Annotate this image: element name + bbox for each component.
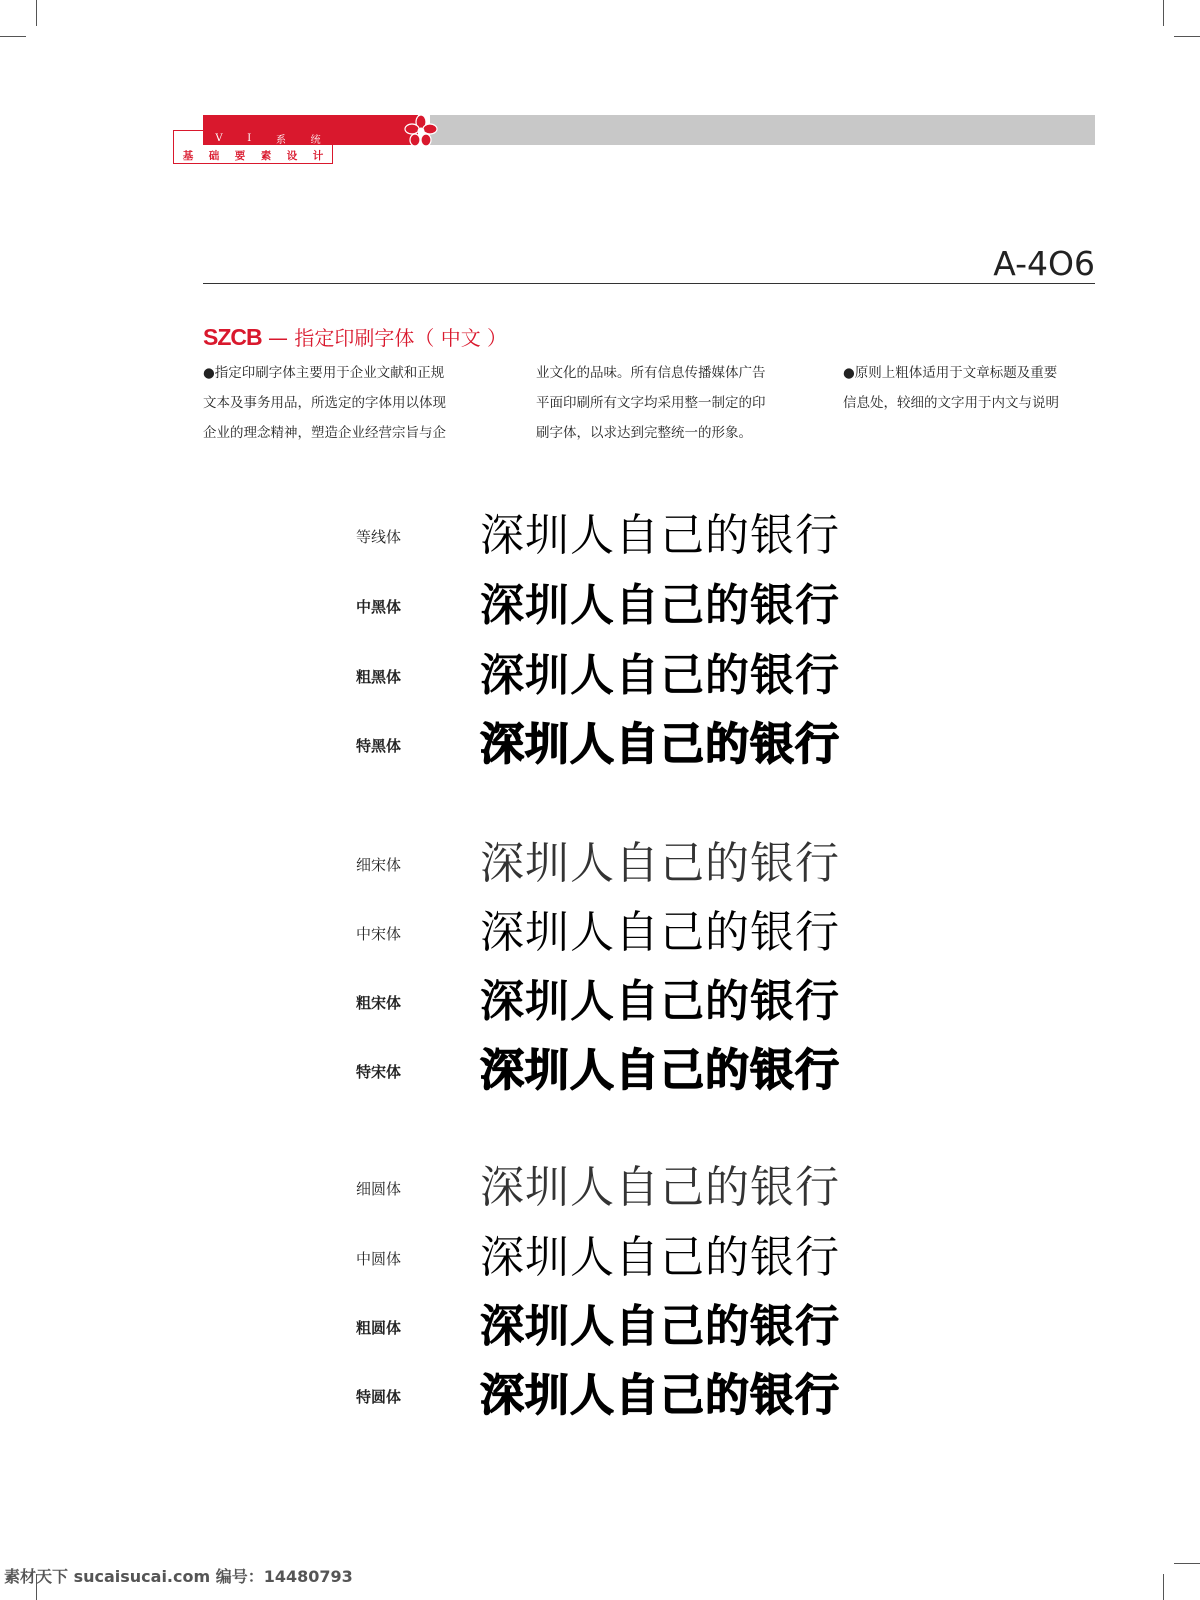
description-line: 企业的理念精神，塑造企业经营宗旨与企 <box>203 425 446 441</box>
font-label: 特圆体 <box>356 1388 402 1406</box>
font-label: 细圆体 <box>356 1180 402 1198</box>
font-sample: 深圳人自己的银行 <box>480 1045 840 1096</box>
font-label: 细宋体 <box>356 856 402 874</box>
description-line: ●指定印刷字体主要用于企业文献和正规 <box>203 365 445 381</box>
tag-char: 设 <box>286 149 298 162</box>
tag-char: 素 <box>260 149 272 162</box>
font-sample: 深圳人自己的银行 <box>480 1301 840 1352</box>
crop-mark <box>0 36 26 37</box>
description-line: 平面印刷所有文字均采用整一制定的印 <box>536 395 766 411</box>
tag-char: 基 <box>182 149 194 162</box>
tag-char: V <box>215 132 223 144</box>
description-col-2 <box>536 358 766 448</box>
tag-char: 要 <box>234 149 246 162</box>
tag-char: 础 <box>208 149 220 162</box>
crop-mark <box>1174 1563 1200 1564</box>
font-sample: 深圳人自己的银行 <box>480 650 840 701</box>
font-row-cusong <box>0 972 1200 1032</box>
page-code: A-4O6 <box>993 244 1095 283</box>
font-sample: 深圳人自己的银行 <box>480 1370 840 1421</box>
font-label: 粗黑体 <box>356 668 402 686</box>
brand-name: SZCB <box>203 324 262 350</box>
font-row-xiyuan <box>0 1158 1200 1218</box>
description-col-3 <box>843 358 1059 418</box>
crop-mark <box>1174 36 1200 37</box>
font-sample: 深圳人自己的银行 <box>480 976 840 1027</box>
font-sample: 深圳人自己的银行 <box>480 907 840 958</box>
description-line: 信息处，较细的文字用于内文与说明 <box>843 395 1059 411</box>
description-line: ●原则上粗体适用于文章标题及重要 <box>843 365 1058 381</box>
description-line: 文本及事务用品，所选定的字体用以体现 <box>203 395 446 411</box>
font-row-cuyuan <box>0 1297 1200 1357</box>
font-sample: 深圳人自己的银行 <box>480 1162 840 1213</box>
tag-char: 统 <box>310 134 321 146</box>
crop-mark <box>36 0 37 26</box>
font-row-teyuan <box>0 1366 1200 1426</box>
description-col-1 <box>203 358 446 448</box>
font-row-xisong <box>0 834 1200 894</box>
crop-mark <box>1163 1574 1164 1600</box>
font-label: 等线体 <box>356 528 402 546</box>
font-row-zhonghei <box>0 576 1200 636</box>
font-sample: 深圳人自己的银行 <box>480 1232 840 1283</box>
flower-logo-icon <box>404 114 438 148</box>
crop-mark <box>1163 0 1164 26</box>
font-row-dengxian <box>0 506 1200 566</box>
font-label: 特宋体 <box>356 1063 402 1081</box>
tag-vi-system <box>203 131 333 145</box>
header-grey-band <box>430 115 1095 145</box>
font-sample: 深圳人自己的银行 <box>480 838 840 889</box>
font-label: 特黑体 <box>356 737 402 755</box>
description-line: 业文化的品味。所有信息传播媒体广告 <box>536 365 766 381</box>
font-sample: 深圳人自己的银行 <box>480 510 840 561</box>
description-line: 刷字体，以求达到完整统一的形象。 <box>536 425 752 441</box>
divider <box>203 283 1095 284</box>
font-label: 粗圆体 <box>356 1319 402 1337</box>
tag-char: 系 <box>275 134 286 146</box>
font-sample: 深圳人自己的银行 <box>480 580 840 631</box>
font-label: 中宋体 <box>356 925 402 943</box>
tag-basic-elements <box>175 148 331 162</box>
font-label: 中圆体 <box>356 1250 402 1268</box>
font-row-cuhei <box>0 646 1200 706</box>
tag-char: 计 <box>312 149 324 162</box>
font-label: 中黑体 <box>356 598 402 616</box>
font-row-zhongyuan <box>0 1228 1200 1288</box>
section-title <box>203 322 507 351</box>
font-row-tesong <box>0 1041 1200 1101</box>
font-row-tehei <box>0 715 1200 775</box>
font-label: 粗宋体 <box>356 994 402 1012</box>
watermark-text: 素材天下 sucaisucai.com 编号：14480793 <box>4 1567 353 1586</box>
tag-char: I <box>247 132 252 144</box>
font-row-zhongsong <box>0 903 1200 963</box>
section-heading: — 指定印刷字体（ 中文 ） <box>261 326 508 350</box>
font-sample: 深圳人自己的银行 <box>480 719 840 770</box>
